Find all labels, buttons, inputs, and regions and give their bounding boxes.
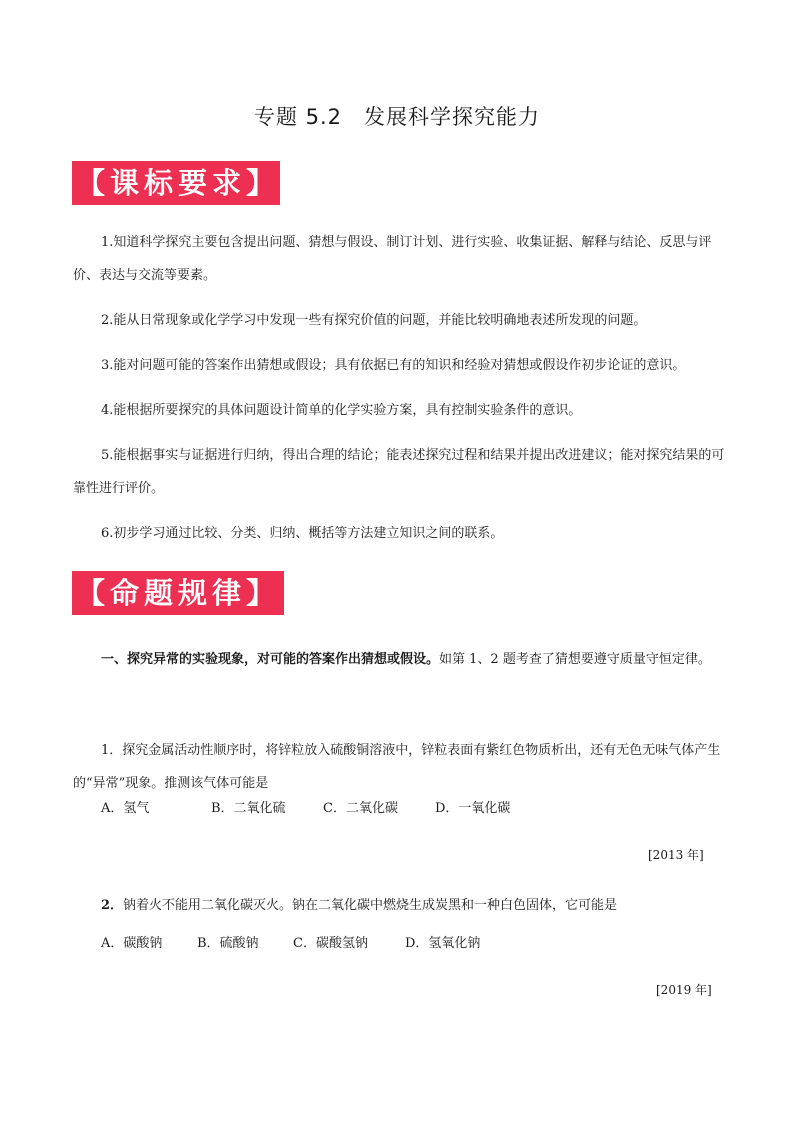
question-2-options (101, 934, 480, 954)
question-2-option-b: B．硫酸钠 (197, 936, 259, 951)
requirement-item-5: 5.能根据事实与证据进行归纳，得出合理的结论；能表述探究过程和结果并提出改进建议；能对探究结果的可靠性进行评价。 (73, 448, 725, 496)
question-2-option-c: C．碳酸氢钠 (293, 936, 368, 951)
question-2-stem (73, 889, 727, 922)
question-1-option-d: D．一氧化碳 (435, 801, 511, 816)
question-2-text: 钠着火不能用二氧化碳灭火。钠在二氧化碳中燃烧生成炭黑和一种白色固体，它可能是 (123, 898, 618, 913)
question-1-options (101, 799, 510, 819)
requirement-item-4: 4.能根据所要探究的具体问题设计简单的化学实验方案，具有控制实验条件的意识。 (101, 403, 582, 418)
question-1-option-a: A．氢气 (101, 801, 150, 816)
question-1-stem: 1．探究金属活动性顺序时，将锌粒放入硫酸铜溶液中，锌粒表面有紫红色物质析出，还有无色无味气体产生的“异常”现象。推测该气体可能是 (73, 743, 721, 791)
question-1-option-b: B．二氧化硫 (211, 801, 286, 816)
requirement-item-6: 6.初步学习通过比较、分类、归纳、概括等方法建立知识之间的联系。 (101, 526, 504, 541)
requirement-item-2: 2.能从日常现象或化学学习中发现一些有探究价值的问题，并能比较明确地表述所发现的问题。 (101, 313, 647, 328)
question-1-year: [2013 年] (648, 848, 704, 862)
section-banner-curriculum-requirements: 【课标要求】 (72, 161, 280, 205)
question-2-number: 2． (101, 898, 124, 913)
question-2-option-a: A．碳酸钠 (101, 936, 163, 951)
question-2-option-d: D．氢氧化钠 (405, 936, 481, 951)
pattern-intro-text: 如第 1、2 题考查了猜想要遵守质量守恒定律。 (439, 652, 711, 667)
question-2-year: [2019 年] (656, 983, 712, 997)
requirement-item-1: 1.知道科学探究主要包含提出问题、猜想与假设、制订计划、进行实验、收集证据、解释与结论、反思与评价、表达与交流等要素。 (73, 235, 712, 283)
pattern-intro-heading: 一、探究异常的实验现象，对可能的答案作出猜想或假设。 (101, 652, 440, 667)
requirement-item-3: 3.能对问题可能的答案作出猜想或假设；具有依据已有的知识和经验对猜想或假设作初步论证的意识。 (101, 358, 686, 373)
document-title: 专题 5.2 发展科学探究能力 (253, 105, 541, 129)
question-1-option-c: C．二氧化碳 (323, 801, 398, 816)
section-banner-exam-patterns: 【命题规律】 (72, 571, 284, 615)
pattern-intro (73, 643, 727, 676)
